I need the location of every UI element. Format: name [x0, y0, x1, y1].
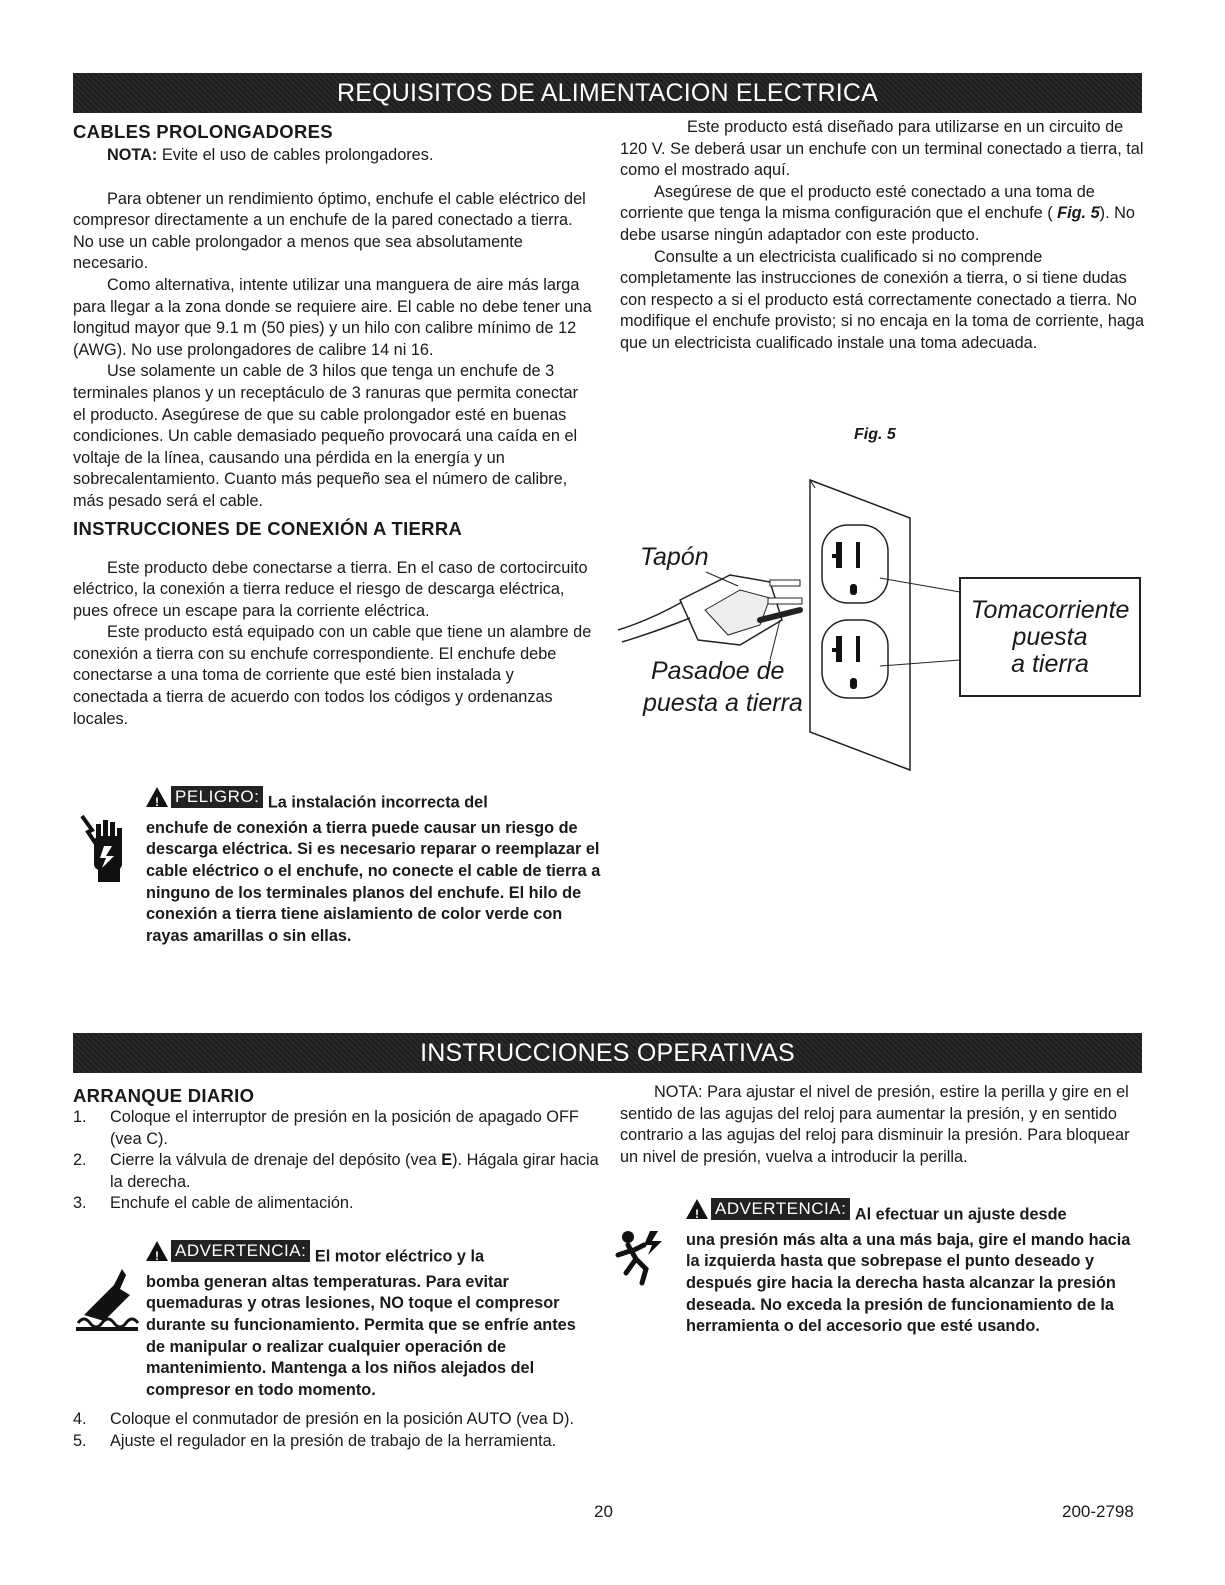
paragraph: Use solamente un cable de 3 hilos que tenga un enchufe de 3 terminales planos y un receptáculo de 3 ranuras que permita conectar el producto. Asegúrese de que su cable prolongador esté en buenas condiciones. Un cable demasiado pequeño provocará una caída en el voltaje de la línea, causando una pérdida en la energía y un sobrecalentamiento. Cuanto más pequeño sea el número de calibre, más pesado será el cable. [73, 362, 579, 510]
paragraph: Consulte a un electricista cualificado si no comprende completamente las instrucciones de conexión a tierra, o si tiene dudas con respecto a si el producto está correctamente conectado a tierra. No modifique el enchufe provisto; si no encaja en la toma de corriente, haga que un electricista cualificado instale una toma adecuada. [620, 247, 1145, 352]
step-number: 3. [73, 1194, 87, 1213]
page-number: 20 [594, 1502, 613, 1521]
step-text: Cierre la válvula de drenaje del depósito (vea [110, 1151, 442, 1170]
arranque-column [73, 1085, 603, 1215]
steps-list-a [73, 1107, 603, 1215]
left-column [73, 121, 593, 730]
warning-triangle-icon: ! [146, 787, 168, 807]
list-item [73, 1193, 603, 1215]
peligro-warning [146, 786, 606, 947]
warning-triangle-icon: ! [686, 1199, 708, 1219]
advertencia-body: una presión más alta a una más baja, gire el mando hacia la izquierda hasta que sobrepase el punto deseado y después gire hacia la derecha hasta alcanzar la presión deseada. No exceda la presión de funcionamiento de la herramienta o del accesorio que esté usando. [686, 1230, 1131, 1336]
nota-cables [73, 145, 593, 167]
steps-list-b [73, 1409, 603, 1452]
peligro-body: enchufe de conexión a tierra puede causar un riesgo de descarga eléctrica. Si es necesario reparar o reemplazar el cable eléctrico o el enchufe, no conecte el cable de tierra a ninguno de los terminales planos del enchufe. El hilo de conexión a tierra tiene aislamiento de color verde con rayas amarillas o sin ellas. [146, 818, 601, 945]
section-title: REQUISITOS DE ALIMENTACION ELECTRICA [336, 79, 879, 107]
paragraph-fig-ref [620, 182, 1145, 247]
step-text: ). Hágala girar hacia la derecha. [110, 1151, 599, 1191]
right-column [620, 117, 1145, 355]
warning-triangle-icon: ! [146, 1241, 168, 1261]
electric-shock-person-icon [614, 1225, 676, 1287]
step-text: Coloque el interruptor de presión en la posición de apagado OFF (vea C). [110, 1108, 579, 1148]
text: ). No debe usarse ningún adaptador con este producto. [620, 204, 1135, 244]
heading-cables: CABLES PROLONGADORES [73, 121, 333, 142]
peligro-first-line: La instalación incorrecta del [267, 793, 488, 812]
step-bold: E [441, 1151, 453, 1170]
advertencia-warning-1 [146, 1240, 596, 1401]
advertencia-body: bomba generan altas temperaturas. Para evitar quemaduras y otras lesiones, NO toque el compresor durante su funcionamiento. Permita que se enfríe antes de manipular o realizar cualquier operación de mantenimiento. Mantenga a los niños alejados del compresor en todo momento. [146, 1272, 576, 1399]
text: Asegúrese de que el producto esté conectado a una toma de corriente que tenga la misma configuración que el enchufe ( [620, 182, 1095, 223]
nota-label: NOTA: [107, 146, 158, 164]
section-banner [73, 1033, 1142, 1073]
paragraph: Para obtener un rendimiento óptimo, enchufe el cable eléctrico del compresor directamente a un enchufe de la pared conectado a tierra. No use un cable prolongador a menos que sea absolutamente necesario. [73, 189, 586, 273]
fig-ref: Fig. 5 [1057, 204, 1100, 223]
figure-caption: Fig. 5 [854, 426, 896, 443]
electric-shock-icon [78, 806, 138, 886]
advertencia-label: ADVERTENCIA: [171, 1240, 310, 1262]
section-title: INSTRUCCIONES OPERATIVAS [420, 1039, 795, 1067]
step-number: 1. [73, 1108, 87, 1126]
advertencia-label: ADVERTENCIA: [711, 1198, 850, 1220]
doc-number: 200-2798 [1062, 1502, 1134, 1521]
label-toma-3: a tierra [1011, 650, 1089, 678]
paragraph: NOTA: Para ajustar el nivel de presión, estire la perilla y gire en el sentido de las agujas del reloj para aumentar la presión, y en sentido contrario a las agujas del reloj para disminuir la presión. Para bloquear un nivel de presión, vuelva a introducir la perilla. [620, 1083, 1130, 1166]
label-toma-2: puesta [1012, 623, 1088, 651]
label-toma-1: Tomacorriente [970, 596, 1130, 624]
paragraph: Como alternativa, intente utilizar una manguera de aire más larga para llegar a la zona donde se requiere aire. El cable no debe tener una longitud mayor que 9.1 m (50 pies) y un hilo con calibre mínimo de 12 (AWG). No use prolongadores de calibre 14 ni 16. [73, 275, 592, 359]
peligro-label: PELIGRO: [171, 786, 263, 808]
step-number: 5. [73, 1431, 87, 1450]
step-text: Ajuste el regulador en la presión de trabajo de la herramienta. [110, 1431, 557, 1450]
paragraph: Este producto está equipado con un cable que tiene un alambre de conexión a tierra con su enchufe correspondiente. El enchufe debe conectarse a una toma de corriente que esté bien instalada y conectada a tierra de acuerdo con todos los códigos y ordenanzas locales. [73, 623, 592, 728]
heading-arranque: ARRANQUE DIARIO [73, 1085, 255, 1106]
steps-continued [73, 1409, 603, 1452]
advertencia-first-line: El motor eléctrico y la [314, 1247, 485, 1266]
label-tomacorriente [960, 597, 1140, 678]
list-item [73, 1150, 603, 1193]
list-item [73, 1409, 603, 1431]
step-number: 2. [73, 1151, 87, 1170]
paragraph: Este producto debe conectarse a tierra. En el caso de cortocircuito eléctrico, la conexión a tierra reduce el riesgo de descarga eléctrica, pues ofrece un escape para la corriente eléctrica. [73, 558, 588, 620]
label-pasador-2: puesta a tierra [643, 689, 803, 717]
section-banner [73, 73, 1142, 113]
step-text: Enchufe el cable de alimentación. [110, 1194, 354, 1213]
hot-surface-icon [74, 1265, 140, 1335]
step-number: 4. [73, 1410, 87, 1428]
label-tapon: Tapón [640, 543, 709, 571]
paragraph: Este producto está diseñado para utilizarse en un circuito de 120 V. Se deberá usar un enchufe con un terminal conectado a tierra, tal como el mostrado aquí. [620, 118, 1144, 180]
nota-text: Evite el uso de cables prolongadores. [157, 146, 434, 164]
nota-presion [620, 1082, 1145, 1168]
advertencia-warning-2 [686, 1198, 1141, 1338]
label-pasador-1: Pasadoe de [651, 657, 785, 685]
list-item [73, 1431, 603, 1453]
step-text: Coloque el conmutador de presión en la posición AUTO (vea D). [110, 1410, 574, 1428]
list-item [73, 1107, 603, 1150]
heading-tierra: INSTRUCCIONES DE CONEXIÓN A TIERRA [73, 517, 463, 539]
advertencia-first-line: Al efectuar un ajuste desde [854, 1205, 1067, 1224]
